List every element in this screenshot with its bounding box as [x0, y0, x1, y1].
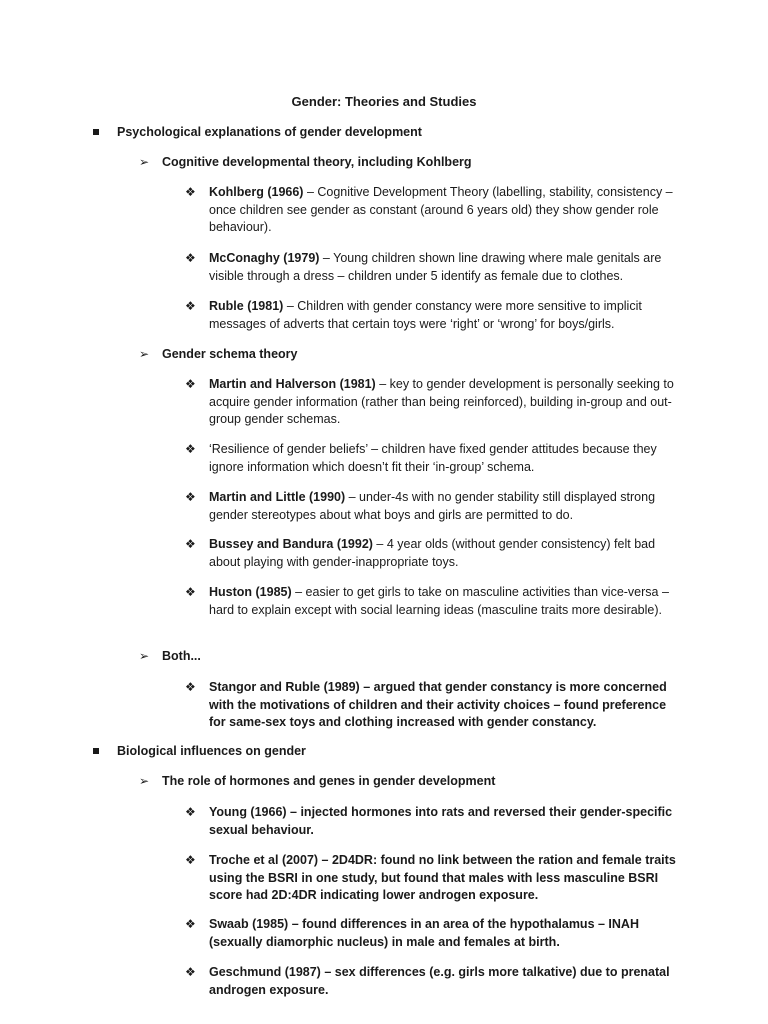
- subsection-heading: [139, 154, 472, 172]
- diamond-bullet-icon: ❖: [185, 805, 196, 819]
- diamond-bullet-icon: ❖: [185, 299, 196, 313]
- citation: McConaghy (1979): [209, 251, 320, 265]
- diamond-bullet-icon: ❖: [185, 965, 196, 979]
- item-text: – argued that gender constancy is more concerned with the motivations of children and their activity choices – found preference for same-sex toys and clothing increased with gender constancy.: [209, 680, 667, 729]
- list-item: [185, 441, 679, 476]
- citation: Swaab (1985): [209, 917, 289, 931]
- citation: Martin and Halverson (1981): [209, 377, 376, 391]
- list-item: [185, 584, 679, 619]
- arrowhead-bullet-icon: ➢: [139, 155, 150, 169]
- diamond-bullet-icon: ❖: [185, 185, 196, 199]
- citation: Bussey and Bandura (1992): [209, 537, 373, 551]
- arrowhead-bullet-icon: ➢: [139, 649, 150, 663]
- item-text: – under-4s with no gender stability still displayed strong gender stereotypes about what boys and girls are permitted to do.: [209, 490, 656, 522]
- item-text: – sex differences (e.g. girls more talkative) due to prenatal androgen exposure.: [209, 965, 670, 997]
- list-item: [185, 916, 679, 951]
- citation: Kohlberg (1966): [209, 185, 304, 199]
- list-item: [185, 679, 679, 732]
- diamond-bullet-icon: ❖: [185, 853, 196, 867]
- section-heading-text: Biological influences on gender: [117, 744, 306, 758]
- diamond-bullet-icon: ❖: [185, 490, 196, 504]
- list-item: [185, 376, 679, 429]
- list-item: [185, 852, 679, 905]
- square-bullet-icon: [93, 129, 99, 135]
- subsection-heading-text: The role of hormones and genes in gender development: [162, 774, 496, 788]
- section-heading: [117, 743, 306, 761]
- section-heading-text: Psychological explanations of gender development: [117, 125, 422, 139]
- item-text: – 2D4DR: found no link between the ration and female traits using the BSRI in one study, but found that males with less masculine BSRI score had 2D:4DR indicating lower androgen exposure.: [209, 853, 676, 902]
- diamond-bullet-icon: ❖: [185, 442, 196, 456]
- citation: Ruble (1981): [209, 299, 284, 313]
- list-item: [185, 804, 679, 839]
- arrowhead-bullet-icon: ➢: [139, 774, 150, 788]
- diamond-bullet-icon: ❖: [185, 680, 196, 694]
- subsection-heading-text: Gender schema theory: [162, 347, 298, 361]
- list-item: [185, 489, 679, 524]
- item-text: – Cognitive Development Theory (labelling, stability, consistency – once children see gender as constant (around 6 years old) they show gender role behaviour).: [209, 185, 673, 234]
- citation: Huston (1985): [209, 585, 292, 599]
- citation: Stangor and Ruble (1989): [209, 680, 360, 694]
- square-bullet-icon: [93, 748, 99, 754]
- list-item: [185, 536, 679, 571]
- subsection-heading: [139, 346, 298, 364]
- arrowhead-bullet-icon: ➢: [139, 347, 150, 361]
- list-item: [185, 964, 679, 999]
- item-text: – injected hormones into rats and reversed their gender-specific sexual behaviour.: [209, 805, 673, 837]
- item-text: – found differences in an area of the hypothalamus – INAH (sexually diamorphic nucleus) in male and females at birth.: [209, 917, 639, 949]
- diamond-bullet-icon: ❖: [185, 537, 196, 551]
- list-item: [185, 250, 679, 285]
- subsection-heading-text: Both...: [162, 649, 201, 663]
- diamond-bullet-icon: ❖: [185, 251, 196, 265]
- citation: Martin and Little (1990): [209, 490, 346, 504]
- item-text: – easier to get girls to take on masculine activities than vice-versa – hard to explain except with social learning ideas (masculine traits more desirable).: [209, 585, 669, 617]
- subsection-heading: [139, 648, 201, 666]
- subsection-heading-text: Cognitive developmental theory, including Kohlberg: [162, 155, 472, 169]
- item-text: – key to gender development is personally seeking to acquire gender information (rather than being reinforced), building in-group and out-group gender schemas.: [209, 377, 674, 426]
- list-item: [185, 184, 679, 237]
- citation: Geschmund (1987): [209, 965, 321, 979]
- document-title: Gender: Theories and Studies: [291, 94, 477, 109]
- citation: Young (1966): [209, 805, 287, 819]
- list-item: [185, 298, 679, 333]
- diamond-bullet-icon: ❖: [185, 377, 196, 391]
- item-text: ‘Resilience of gender beliefs’ – children have fixed gender attitudes because they ignore information which doesn’t fit their ‘in-group’ schema.: [209, 442, 657, 474]
- item-text: – Children with gender constancy were more sensitive to implicit messages of adverts that certain toys were ‘right’ or ‘wrong’ for boys/girls.: [209, 299, 642, 331]
- citation: Troche et al (2007): [209, 853, 319, 867]
- item-text: – 4 year olds (without gender consistency) felt bad about playing with gender-inappropriate toys.: [209, 537, 656, 569]
- diamond-bullet-icon: ❖: [185, 585, 196, 599]
- section-heading: [117, 124, 422, 142]
- subsection-heading: [139, 773, 496, 791]
- diamond-bullet-icon: ❖: [185, 917, 196, 931]
- item-text: – Young children shown line drawing where male genitals are visible through a dress – children under 5 identify as female due to clothes.: [209, 251, 662, 283]
